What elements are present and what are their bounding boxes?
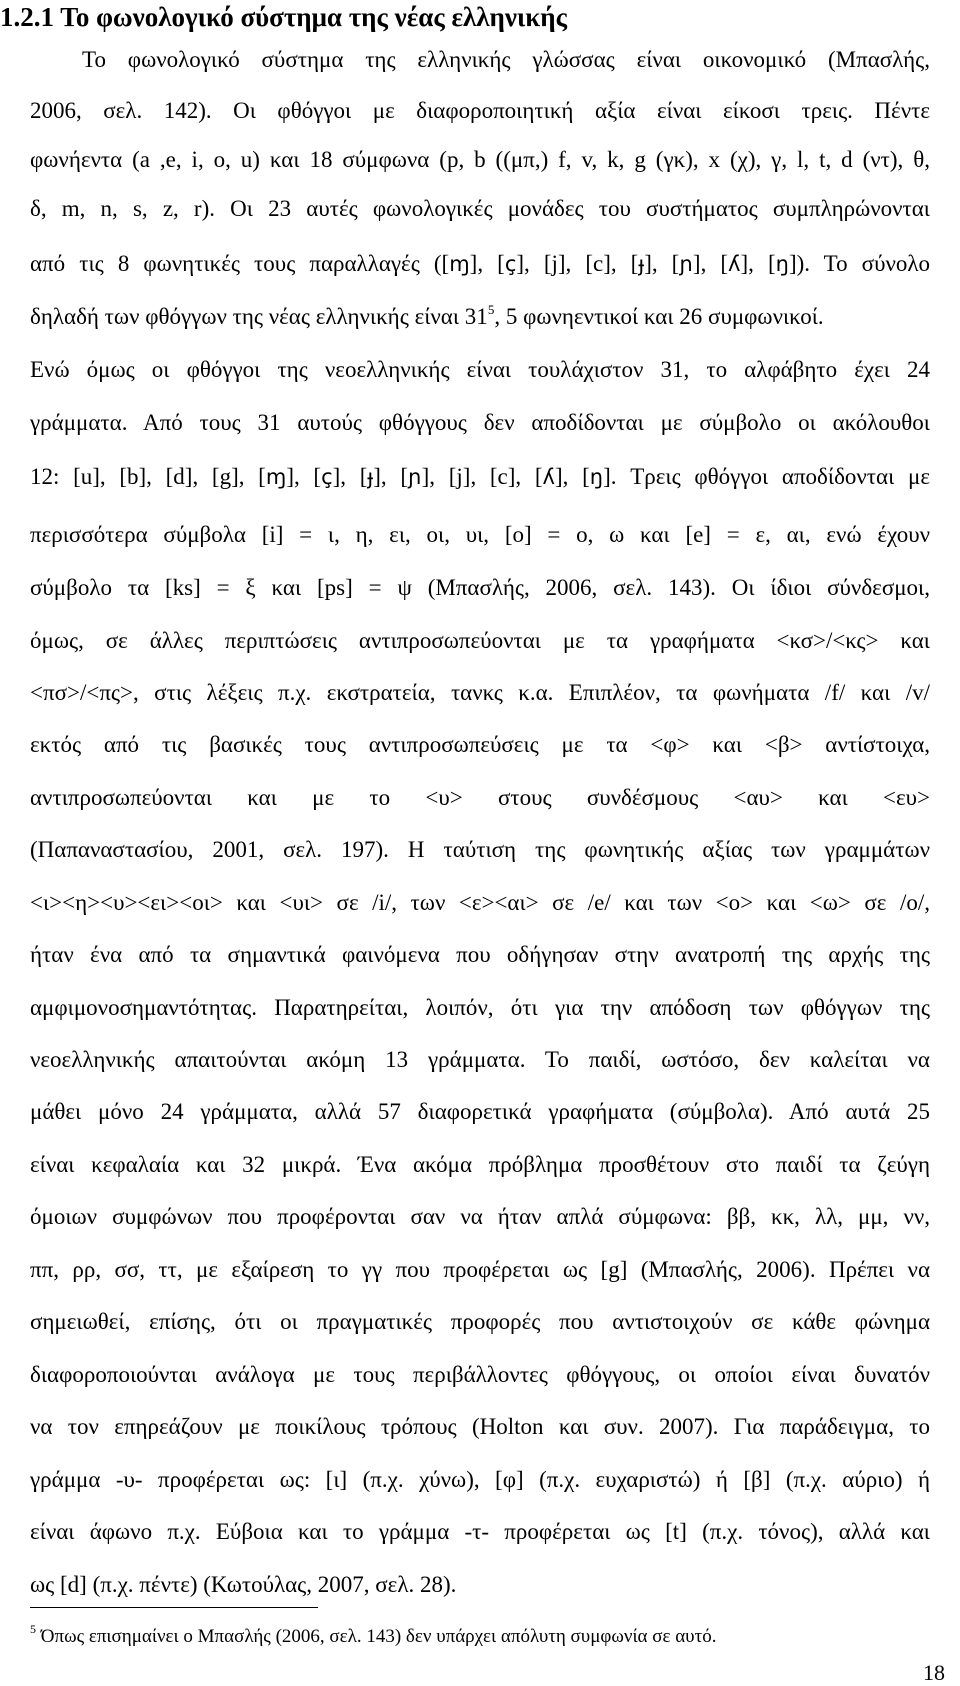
text-line: διαφοροποιούνται ανάλογα με τους περιβάλλοντες φθόγγους, οι οποίοι είναι δυνατόν [30,1362,930,1387]
text-line: είναι κεφαλαία και 32 μικρά. Ένα ακόμα πρόβλημα προσθέτουν στο παιδί τα ζεύγη [30,1152,930,1177]
text-line: είναι άφωνο π.χ. Εύβοια και το γράμμα -τ- προφέρεται ως [t] (π.χ. τόνος), αλλά και [30,1519,930,1544]
text-line: <ι><η><υ><ει><οι> και <υι> σε /i/, των <ε><αι> σε /e/ και των <ο> και <ω> σε /o/, [30,890,930,915]
text-line: δ, m, n, s, z, r). Οι 23 αυτές φωνολογικές μονάδες του συστήματος συμπληρώνονται [30,196,930,221]
text-line: γράμματα. Από τους 31 αυτούς φθόγγους δεν αποδίδονται με σύμβολο οι ακόλουθοι [30,410,930,435]
text-line: όμως, σε άλλες περιπτώσεις αντιπροσωπεύονται με τα γραφήματα <κσ>/<κς> και [30,628,930,653]
text-line: (Παπαναστασίου, 2001, σελ. 197). Η ταύτιση της φωνητικής αξίας των γραμμάτων [30,837,930,862]
ipa-symbol: ʎ [542,465,555,489]
text-line: Ενώ όμως οι φθόγγοι της νεοελληνικής είναι τουλάχιστον 31, το αλφάβητο έχει 24 [30,357,930,382]
text-line: σημειωθεί, επίσης, ότι οι πραγματικές προφορές που αντιστοιχούν σε κάθε φώνημα [30,1309,930,1334]
ipa-symbol: ç [321,465,333,489]
text-line: περισσότερα σύμβολα [i] = ι, η, ει, οι, υι, [o] = ο, ω και [e] = ε, αι, ενώ έχουν [30,522,930,547]
ipa-symbol: ʎ [728,252,741,276]
footnote-marker: 5 [30,1622,36,1636]
text-line: 12: [u], [b], [d], [g], [ɱ], [ç], [ɟ], [ɲ], [j], [c], [ʎ], [ŋ]. Τρεις φθόγγοι αποδίδονται με [30,464,930,489]
section-heading: 1.2.1 Το φωνολογικό σύστημα της νέας ελληνικής [0,2,567,32]
text-line: σύμβολο τα [ks] = ξ και [ps] = ψ (Μπασλής, 2006, σελ. 143). Οι ίδιοι σύνδεσμοι, [30,575,930,600]
text-line: όμοιων συμφώνων που προφέρονται σαν να ήταν απλά σύμφωνα: ββ, κκ, λλ, μμ, νν, [30,1204,930,1229]
ipa-symbol: ɲ [408,465,422,489]
ipa-symbol: ŋ [775,252,789,276]
ipa-symbol: ɟ [367,465,374,489]
text-line: μάθει μόνο 24 γράμματα, αλλά 57 διαφορετικά γραφήματα (σύμβολα). Από αυτά 25 [30,1099,930,1124]
text-line: Το φωνολογικό σύστημα της ελληνικής γλώσσας είναι οικονομικό (Μπασλής, [82,47,930,72]
text-line: <πσ>/<πς>, στις λέξεις π.χ. εκστρατεία, τανκς κ.α. Επιπλέον, τα φωνήματα /f/ και /v/ [30,680,930,705]
text-line: από τις 8 φωνητικές τους παραλλαγές ([ɱ], [ç], [j], [c], [ɟ], [ɲ], [ʎ], [ŋ]). Το σύνολο [30,251,931,276]
text-line: αμφιμονοσημαντότητας. Παρατηρείται, λοιπόν, ότι για την απόδοση των φθόγγων της [30,995,930,1020]
text-line: ήταν ένα από τα σημαντικά φαινόμενα που οδήγησαν στην ανατροπή της αρχής της [30,942,930,967]
ipa-symbol: ɲ [679,252,693,276]
text-line: νεοελληνικής απαιτούνται ακόμη 13 γράμματα. Το παιδί, ωστόσο, δεν καλείται να [30,1047,930,1072]
text-line: ππ, ρρ, σσ, ττ, με εξαίρεση το γγ που προφέρεται ως [g] (Μπασλής, 2006). Πρέπει να [30,1257,930,1282]
ipa-symbol: ɟ [638,252,645,276]
text-line: εκτός από τις βασικές τους αντιπροσωπεύσεις με τα <φ> και <β> αντίστοιχα, [30,732,930,757]
ipa-symbol: ç [504,252,517,276]
text-line: ως [d] (π.χ. πέντε) (Κωτούλας, 2007, σελ. 28). [30,1572,457,1597]
text-line: να τον επηρεάζουν με ποικίλους τρόπους (Holton και συν. 2007). Για παράδειγμα, το [30,1414,930,1439]
text-line: φωνήεντα (a ,e, i, o, u) και 18 σύμφωνα (p, b ((μπ,) f, v, k, g (γκ), x (χ), γ, l, t, d (ντ), θ, [30,147,930,172]
text-line-with-footnote-ref: δηλαδή των φθόγγων της νέας ελληνικής είναι $31^5$, 5 φωνηεντικοί και 26 συμφωνικοί. [30,302,824,329]
page-number: 18 [923,1660,945,1685]
footnote-separator [30,1607,318,1608]
ipa-symbol: ŋ [589,465,604,489]
footnote-text: Όπως επισημαίνει ο Μπασλής (2006, σελ. 143) δεν υπάρχει απόλυτη συμφωνία σε αυτό. [36,1626,717,1647]
text-line: 2006, σελ. 142). Οι φθόγγοι με διαφοροποιητική αξία είναι είκοσι τρεις. Πέντε [30,98,930,123]
ipa-symbol: ɱ [449,252,470,276]
text-line: γράμμα -υ- προφέρεται ως: [ι] (π.χ. χύνω), [φ] (π.χ. ευχαριστώ) ή [β] (π.χ. αύριο) ή [30,1467,930,1492]
footnote-ref: 5 [487,302,495,317]
footnote [30,1622,717,1648]
ipa-symbol: ɱ [265,465,287,489]
text-line: αντιπροσωπεύονται και με το <υ> στους συνδέσμους <αυ> και <ευ> [30,785,930,810]
